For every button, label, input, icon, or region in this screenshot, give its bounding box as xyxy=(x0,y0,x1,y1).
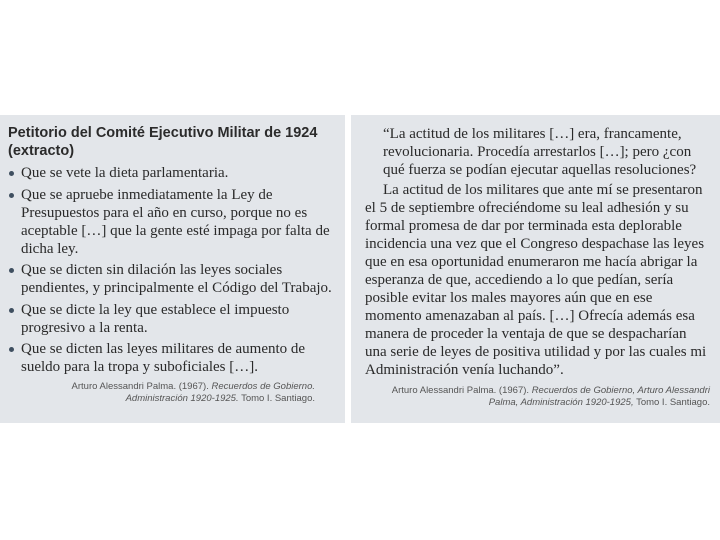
citation-rest: Tomo I. Santiago. xyxy=(636,397,710,408)
citation-author: Arturo Alessandri Palma. (1967). xyxy=(391,385,530,396)
citation-author: Arturo Alessandri Palma. (1967). xyxy=(71,381,209,392)
bullet-icon xyxy=(9,193,14,198)
bullet-icon xyxy=(9,171,14,176)
quote-body: La actitud de los militares que ante mí se presentaron el 5 de septiembre ofreciéndome su leal adhesión y su formal promesa de dar por terminada esta deplorable incidencia una vez que el Congreso despachase las leyes que en esa oportunidad enumeraron me hacía abrigar la esperanza de que, accediendo a lo que pedían, sería posible evitar los males mayores aún que en ese momento amenazaban al país. […] Ofrecía además esa manera de proceder la ventaja de que se despacharían una serie de leyes de positiva utilidad y por las cuales mi Administración venía luchando”. xyxy=(365,182,707,378)
petition-title-sub: (extracto) xyxy=(8,143,75,159)
citation-title: Recuerdos de Gobierno. Administración 1920-1925. xyxy=(125,381,315,404)
citation-title: Recuerdos de Gobierno, Arturo Alessandri Palma, Administración 1920-1925, xyxy=(488,385,710,408)
petition-list xyxy=(8,164,335,376)
petition-title xyxy=(8,124,335,160)
list-item: Que se dicten sin dilación las leyes sociales pendientes, y principalmente el Código del Trabajo. xyxy=(8,261,335,297)
petition-panel xyxy=(0,115,345,423)
quote-panel xyxy=(351,115,720,423)
petition-title-main: Petitorio del Comité Ejecutivo Militar de 1924 xyxy=(8,125,318,141)
bullet-icon xyxy=(9,347,14,352)
quote-citation xyxy=(365,385,710,409)
quote-intro: “La actitud de los militares […] era, francamente, revolucionaria. Procedía arrestarlos […]; pero ¿con qué fuerza se podían ejecutar aquellas resoluciones? xyxy=(383,126,697,178)
list-item: Que se dicten las leyes militares de aumento de sueldo para la tropa y suboficiales […]. xyxy=(8,340,335,376)
list-item: Que se vete la dieta parlamentaria. xyxy=(8,164,335,182)
bullet-icon xyxy=(9,308,14,313)
list-item: Que se apruebe inmediatamente la Ley de Presupuestos para el año en curso, porque no es aceptable […] que la gente esté impaga por falta de dicha ley. xyxy=(8,186,335,258)
list-item: Que se dicte la ley que establece el impuesto progresivo a la renta. xyxy=(8,301,335,337)
citation-rest: Tomo I. Santiago. xyxy=(241,393,315,404)
petition-citation xyxy=(8,381,335,405)
bullet-icon xyxy=(9,268,14,273)
